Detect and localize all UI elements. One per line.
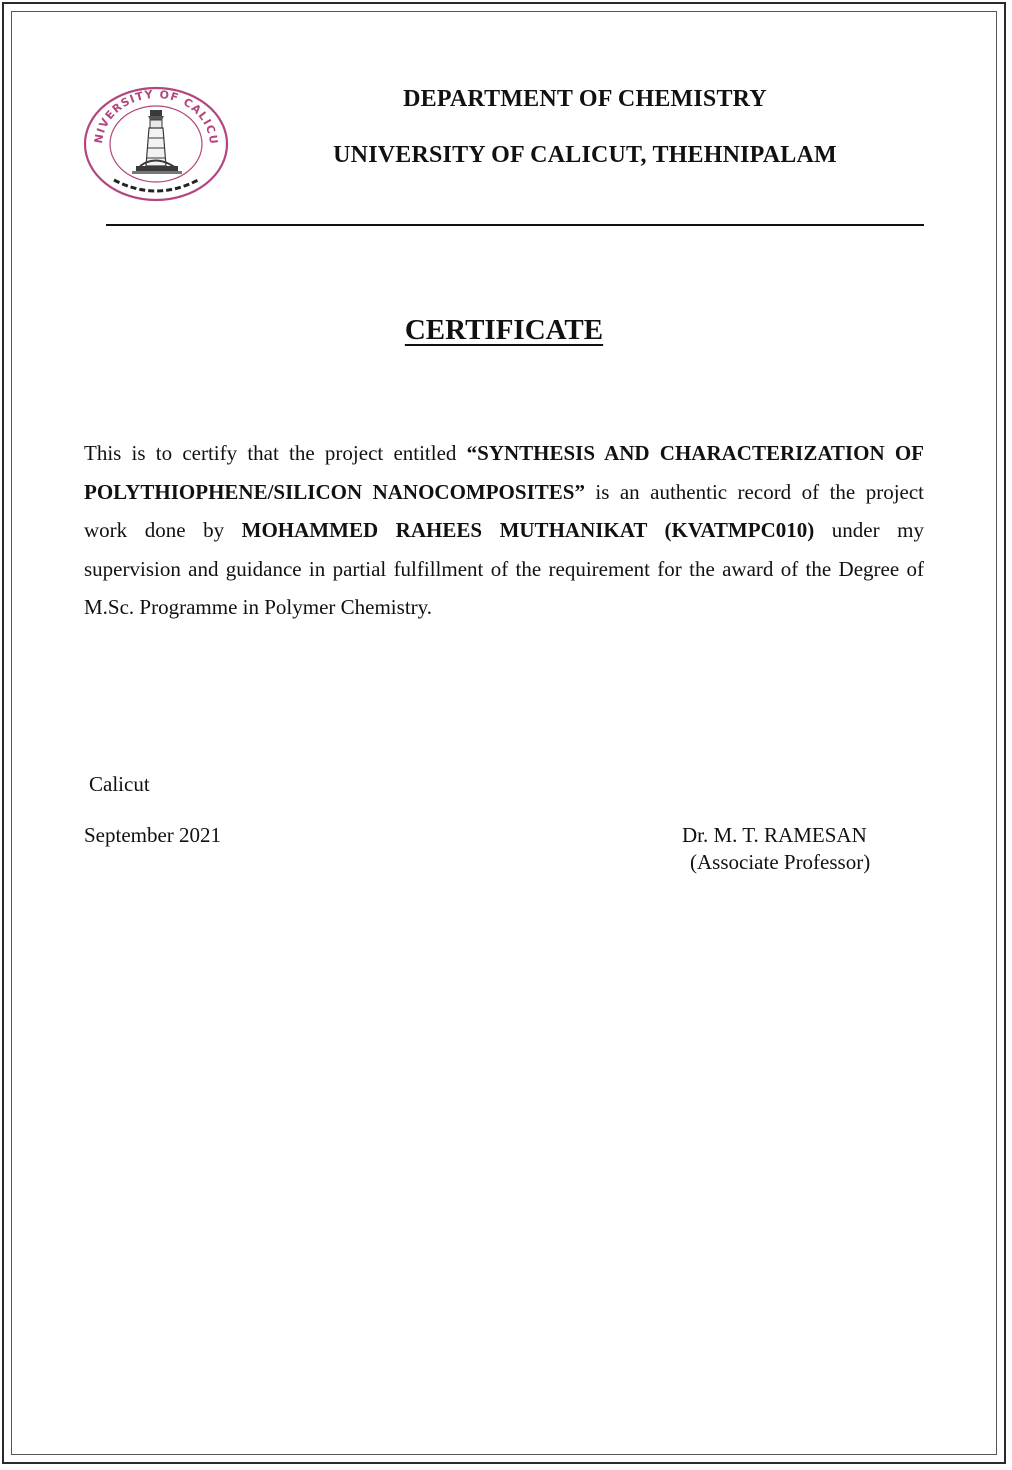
student-name: MOHAMMED RAHEES MUTHANIKAT (KVATMPC010)	[241, 518, 815, 543]
university-title: UNIVERSITY OF CALICUT, THEHNIPALAM	[333, 142, 837, 168]
body-ending: under my supervision and guidance in partial fulfillment of the requirement for the award of the Degree of M.Sc. Programme in Polymer Chemistry.	[84, 518, 924, 620]
date-text: September 2021	[84, 823, 222, 847]
header-divider	[106, 224, 924, 226]
certificate-heading: CERTIFICATE	[404, 314, 604, 346]
seal-ring-text: NIVERSITY OF CALICU	[91, 87, 221, 146]
body-intro: This is to certify that the project entitled	[84, 441, 467, 465]
project-title: “SYNTHESIS AND CHARACTERIZATION OF POLYTHIOPHENE/SILICON NANOCOMPOSITES”	[84, 441, 924, 504]
signatory-role: (Associate Professor)	[690, 850, 871, 874]
page-border-inner	[11, 11, 997, 1455]
university-seal-icon	[80, 84, 232, 202]
department-title: DEPARTMENT OF CHEMISTRY	[403, 86, 767, 112]
place-text: Calicut	[89, 772, 150, 796]
signatory-name: Dr. M. T. RAMESAN	[682, 823, 867, 847]
page-border	[2, 2, 1006, 1464]
body-middle: is an authentic record of the project work done by	[84, 479, 924, 543]
certificate-body	[84, 434, 924, 627]
